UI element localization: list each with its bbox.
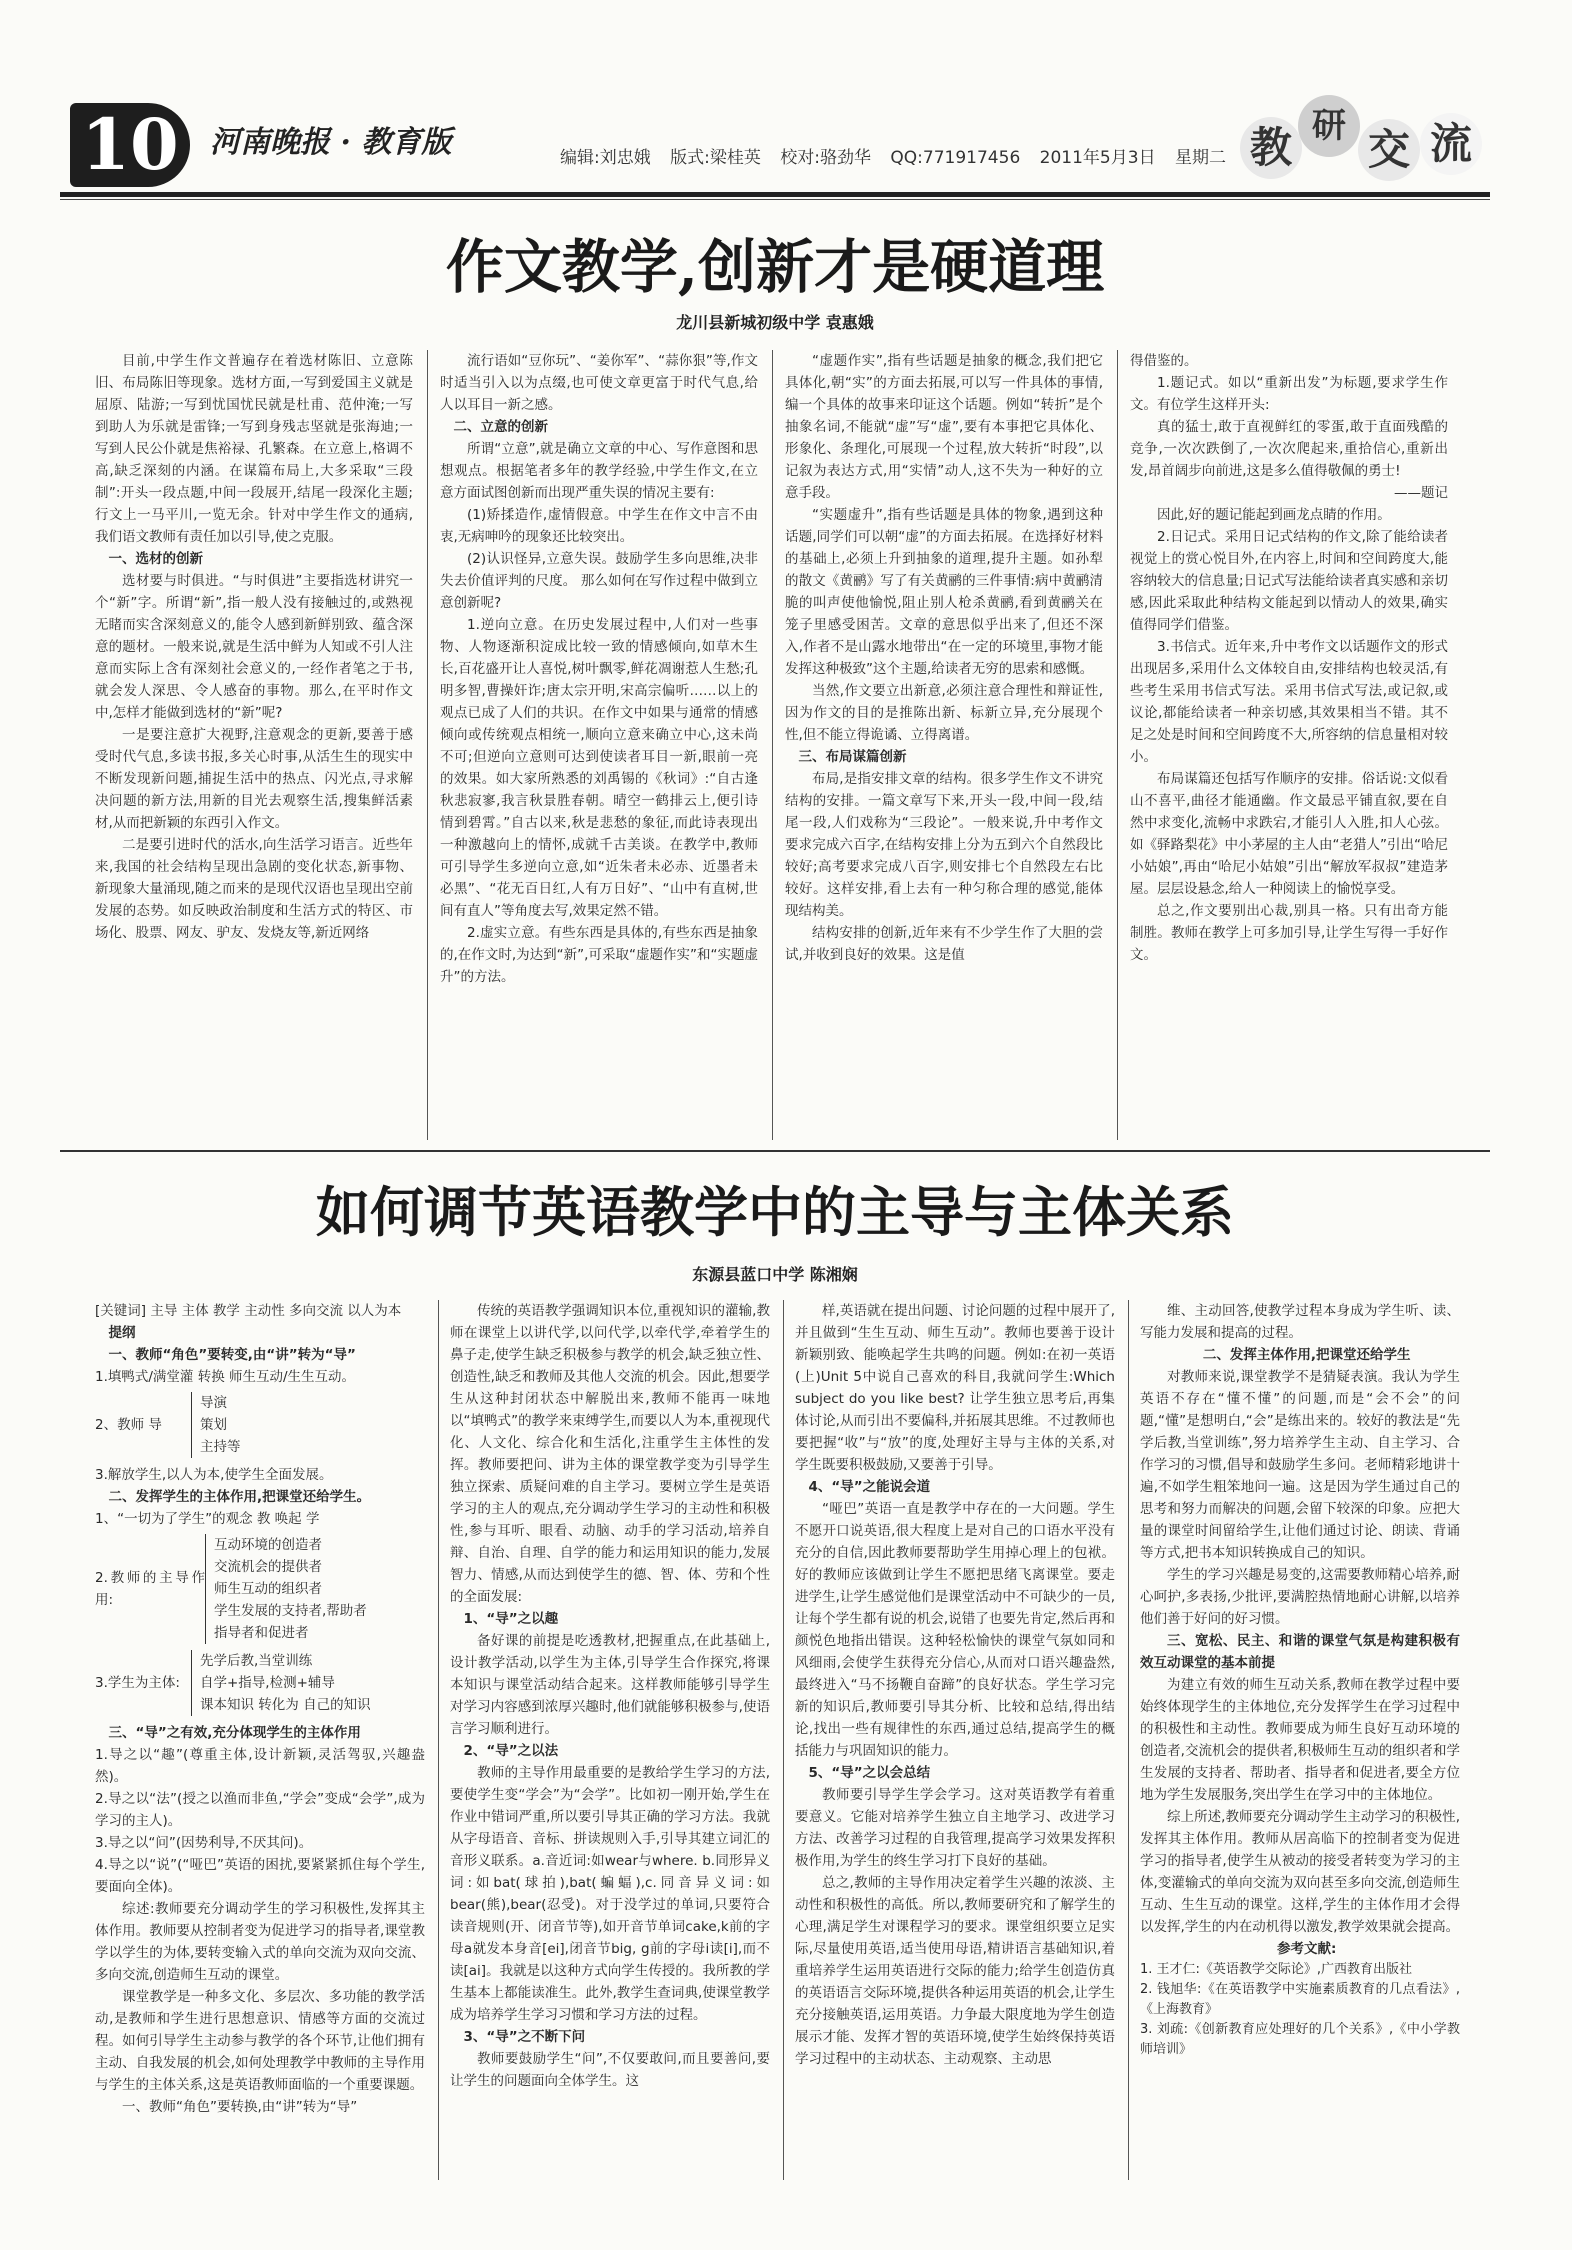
section-heading: 一、选材的创新 — [108, 551, 203, 567]
paragraph: 所谓“立意”,就是确立文章的中心、写作意图和思想观点。根据笔者多年的教学经验,中学生作文,在立意方面试图创新而出现严重失误的情况主要有: — [440, 441, 758, 501]
reference-item: 3. 刘疏:《创新教育应处理好的几个关系》,《中小学教师培训》 — [1140, 2022, 1460, 2057]
section-heading: 1、“导”之以趣 — [463, 1611, 559, 1627]
outline-branch-item: 主持等 — [200, 1439, 241, 1455]
article2-column-4 — [1140, 1300, 1460, 2180]
paragraph: 总之,作文要别出心裁,别具一格。只有出奇方能制胜。教师在教学上可多加引导,让学生写得一手好作文。 — [1130, 903, 1448, 963]
outline-branch-item: 师生互动的组织者 — [214, 1581, 322, 1597]
outline-label: 2.教师的主导作用: — [95, 1570, 205, 1608]
outline-item: 4.导之以“说”(“哑巴”英语的困扰,要紧紧抓住每个学生,要面向全体)。 — [95, 1857, 425, 1895]
outline-diagram-student — [95, 1650, 425, 1716]
column-divider — [772, 350, 773, 1140]
section-heading: 4、“导”之能说会道 — [808, 1479, 931, 1495]
article2-column-4-body — [1140, 1300, 1460, 1960]
paragraph: (1)矫揉造作,虚情假意。中学生在作文中言不由衷,无病呻吟的现象还比较突出。 — [440, 507, 758, 545]
paragraph: 布局谋篇还包括写作顺序的安排。俗话说:文似看山不喜平,曲径才能通幽。作文最忌平铺直叙,要在自然中求变化,流畅中求跌宕,才能引人入胜,扣人心弦。如《驿路梨花》中小茅屋的主人由“老猎人”引出“哈尼小姑娘”,再由“哈尼小姑娘”引出“解放军叔叔”建造茅屋。层层设悬念,给人一种阅读上的愉悦享受。 — [1130, 771, 1448, 897]
paragraph: 为建立有效的师生互动关系,教师在教学过程中要始终体现学生的主体地位,充分发挥学生在学习过程中的积极性和主动性。教师要成为师生良好互动环境的创造者,交流机会的提供者,积极师生互动的组织者和学生发展的支持者、帮助者、指导者和促进者,要全方位地为学生发展服务,突出学生在学习中的主体地位。 — [1140, 1677, 1460, 1803]
keywords: [关键词] 主导 主体 教学 主动性 多向交流 以人为本 — [95, 1303, 402, 1319]
outline-branch-item: 自学+指导,检测+辅导 — [200, 1675, 335, 1691]
paragraph: 三、宽松、民主、和谐的课堂气氛是构建积极有效互动课堂的基本前提 — [1140, 1633, 1460, 1671]
paragraph: 课堂教学是一种多文化、多层次、多功能的教学活动,是教师和学生进行思想意识、情感等方面的交流过程。如何引导学生主动参与教学的各个环节,让他们拥有主动、自我发展的机会,如何处理教学中教师的主导作用与学生的主体关系,这是英语教师面临的一个重要课题。 — [95, 1989, 425, 2093]
newspaper-name: 河南晚报 · 教育版 — [210, 125, 452, 160]
outline-item: 3.导之以“问”(因势利导,不厌其问)。 — [95, 1835, 313, 1851]
section-heading: 二、发挥主体作用,把课堂还给学生 — [1202, 1347, 1411, 1363]
paragraph: 流行语如“豆你玩”、“姜你军”、“蒜你狠”等,作文时适当引入以为点缀,也可使文章更富于时代气息,给人以耳目一新之感。 — [440, 353, 758, 413]
article-separator — [60, 1150, 1490, 1152]
layout-editor: 版式:梁桂英 — [670, 148, 761, 168]
column-divider — [1128, 1300, 1129, 2180]
article2-byline: 东源县蓝口中学 陈湘娴 — [692, 1265, 858, 1284]
section-heading: 5、“导”之以会总结 — [808, 1765, 931, 1781]
article2-column-1 — [95, 1300, 425, 2180]
outline-branch-item: 互动环境的创造者 — [214, 1537, 322, 1553]
paragraph: 2.日记式。采用日记式结构的作文,除了能给读者视觉上的赏心悦目外,在内容上,时间和空间跨度大,能容纳较大的信息量;日记式写法能给读者真实感和亲切感,因此采取此种结构文能起到以情动人的效果,确实值得同学们借鉴。 — [1130, 529, 1448, 633]
masthead-info — [560, 143, 1240, 168]
paragraph: 一是要注意扩大视野,注意观念的更新,要善于感受时代气息,多读书报,多关心时事,从活生生的现实中不断发现新问题,捕捉生活中的热点、闪光点,寻求解决问题的新方法,用新的目光去观察生活,搜集鲜活素材,从而把新颖的东西引入作文。 — [95, 727, 413, 831]
paragraph: 因此,好的题记能起到画龙点睛的作用。 — [1157, 507, 1391, 523]
qq-number: QQ:771917456 — [890, 148, 1021, 168]
outline-diagram-guide — [95, 1534, 425, 1644]
paragraph: 目前,中学生作文普遍存在着选材陈旧、立意陈旧、布局陈旧等现象。选材方面,一写到爱国主义就是屈原、陆游;一写到忧国忧民就是杜甫、范仲淹;一写到助人为乐就是雷锋;一写到身残志坚就是张海迪;一写到人民公仆就是焦裕禄、孔繁森。在立意上,格调不高,缺乏深刻的内涵。在谋篇布局上,大多采取“三段制”:开头一段点题,中间一段展开,结尾一段深化主题;行文上一马平川,一览无余。针对中学生作文的通病,我们语文教师有责任加以引导,使之克服。 — [95, 353, 413, 545]
outline-item: 2.导之以“法”(授之以渔而非鱼,“学会”变成“会学”,成为学习的主人)。 — [95, 1791, 425, 1829]
outline-branch-item: 交流机会的提供者 — [214, 1559, 322, 1575]
header-rule — [60, 192, 1490, 197]
outline-label: 2、教师 导 — [95, 1417, 162, 1433]
paragraph: 二是要引进时代的活水,向生活学习语言。近些年来,我国的社会结构呈现出急剧的变化状态,新事物、新现象大量涌现,随之而来的是现代汉语也呈现出空前发展的态势。如反映政治制度和生活方式的特区、市场化、股票、网友、驴友、发烧友等,新近网络 — [95, 837, 413, 941]
outline-diagram-teacher — [95, 1392, 425, 1458]
paragraph: “虚题作实”,指有些话题是抽象的概念,我们把它具体化,朝“实”的方面去拓展,可以写一件具体的事情,编一个具体的故事来印证这个话题。例如“转折”是个抽象名词,不能就“虚”写“虚”,要有本事把它具体化、形象化、条理化,可展现一个过程,放大转折“时段”,以记叙为表达方式,用“实情”动人,这不失为一种好的立意手段。 — [785, 353, 1103, 501]
paragraph: 一、教师“角色”要转换,由“讲”转为“导” — [122, 2099, 358, 2115]
signature-line: ——题记 — [1394, 485, 1448, 501]
column-char: 研 — [1298, 95, 1360, 157]
paragraph: 教师的主导作用最重要的是教给学生学习的方法,要使学生变“学会”为“会学”。比如初一刚开始,学生在作业中错词严重,所以要引导其正确的学习方法。我就从字母语音、音标、拼读规则入手,引导其建立词汇的音形义联系。a.音近词:如wear与where. b.同形异义词:如bat(球拍),bat(蝙蝠),c.同音异义词:如bear(熊),bear(忍受)。对于没学过的单词,只要符合读音规则(开、闭音节等),如开音节单词cake,k前的字母a就发本身音[ei],闭音节big, g前的字母i读[i],而不读[ai]。我就是以这种方式向学生传授的。我所教的学生基本上都能读准生。此外,教学生查词典,使课堂教学成为培养学生学习习惯和学习方法的过程。 — [450, 1765, 770, 2023]
outline-label: 3.学生为主体: — [95, 1675, 180, 1691]
outline-section-1: 一、教师“角色”要转变,由“讲”转为“导” — [108, 1347, 356, 1363]
outline-branch-item: 导演 — [200, 1395, 227, 1411]
outline-branch-item: 课本知识 转化为 自己的知识 — [200, 1697, 371, 1713]
column-divider — [427, 350, 428, 1140]
section-heading: 二、立意的创新 — [453, 419, 548, 435]
section-heading: 3、“导”之不断下问 — [463, 2029, 586, 2045]
outline-item: 1、“一切为了学生”的观念 教 唤起 学 — [95, 1511, 320, 1527]
column-title — [1240, 95, 1490, 190]
column-char: 交 — [1358, 119, 1420, 181]
column-char: 教 — [1240, 117, 1302, 179]
paragraph: 传统的英语教学强调知识本位,重视知识的灌输,教师在课堂上以讲代学,以问代学,以牵代学,牵着学生的鼻子走,使学生缺乏积极参与教学的机会,缺乏独立性、创造性,缺乏和教师及其他人交流的机会。因此,想要学生从这种封闭状态中解脱出来,教师不能再一味地以“填鸭式”的教学来束缚学生,而要以人为本,重视现代化、人文化、综合化和生活化,注重学生主体性的发挥。教师要把问、讲为主体的课堂教学变为引导学生独立探索、质疑问难的自主学习。要树立学生是英语学习的主人的观点,充分调动学生学习的主动性和积极性,参与耳听、眼看、动脑、动手的学习活动,培养自辩、自治、自理、自学的能力和运用知识的能力,发展智力、情感,从而达到使学生的德、智、体、劳和个性的全面发展: — [450, 1303, 770, 1605]
paragraph: 学生的学习兴趣是易变的,这需要教师精心培养,耐心呵护,多表扬,少批评,要满腔热情地耐心讲解,以培养他们善于好问的好习惯。 — [1140, 1567, 1460, 1627]
outline-item: 3.解放学生,以人为本,使学生全面发展。 — [95, 1467, 333, 1483]
paragraph: 1.逆向立意。在历史发展过程中,人们对一些事物、人物逐渐积淀成比较一致的情感倾向,如草木生长,百花盛开让人喜悦,树叶飘零,鲜花凋谢惹人生愁;孔明多智,曹操奸诈;唐太宗开明,宋高宗偏听……以上的观点已成了人们的共识。在作文中如果与通常的情感倾向或传统观点相统一,顺向立意来确立中心,这未尚不可;但逆向立意则可达到使读者耳目一新,眼前一亮的效果。如大家所熟悉的刘禹锡的《秋词》:“自古逢秋悲寂寥,我言秋景胜春朝。晴空一鹤排云上,便引诗情到碧霄。”自古以来,秋是悲愁的象征,而此诗表现出一种激越向上的情怀,成就千古美谈。在教学中,教师可引导学生多逆向立意,如“近朱者未必赤、近墨者未必黑”、“花无百日红,人有万日好”、“山中有直树,世间有直人”等角度去写,效果定然不错。 — [440, 617, 758, 919]
proofreader: 校对:骆劲华 — [780, 148, 872, 168]
paragraph: 综上所述,教师要充分调动学生主动学习的积极性,发挥其主体作用。教师从居高临下的控制者变为促进学习的指导者,使学生从被动的接受者转变为学习的主体,变灌输式的单向交流为双向甚至多向交流,创造师生互动、生生互动的课堂。这样,学生的主体作用才会得以发挥,学生的内在动机得以激发,教学效果就会提高。 — [1140, 1809, 1460, 1935]
paragraph: 1.题记式。如以“重新出发”为标题,要求学生作文。有位学生这样开头: — [1130, 375, 1448, 413]
section-heading: 参考文献: — [1277, 1941, 1337, 1957]
article1-title: 作文教学,创新才是硬道理 — [445, 233, 1105, 301]
weekday: 星期二 — [1174, 148, 1226, 168]
paragraph: 结构安排的创新,近年来有不少学生作了大胆的尝试,并收到良好的效果。这是值 — [785, 925, 1103, 963]
paragraph: 布局,是指安排文章的结构。很多学生作文不讲究结构的安排。一篇文章写下来,开头一段,中间一段,结尾一段,人们戏称为“三段论”。一般来说,升中考作文要求完成六百字,在结构安排上分为五到六个自然段比较好;高考要求完成八百字,则安排七个自然段左右比较好。这样安排,看上去有一种匀称合理的感觉,能体现结构美。 — [785, 771, 1103, 919]
article1-column-2 — [440, 350, 758, 1140]
paragraph: “实题虚升”,指有些话题是具体的物象,遇到这种话题,同学们可以朝“虚”的方面去拓展。在选择好材料的基础上,必须上升到抽象的道理,提升主题。如孙犁的散文《黄鹂》写了有关黄鹂的三件事情:病中黄鹂清脆的叫声使他愉悦,阻止别人枪杀黄鹂,看到黄鹂关在笼子里感受困苦。文章的意思似乎出来了,但还不深入,作者不是山露水地带出“在一定的环境里,事物才能发挥这种极致”这个主题,给读者无穷的思索和感慨。 — [785, 507, 1103, 677]
paragraph: 总之,教师的主导作用决定着学生兴趣的浓淡、主动性和积极性的高低。所以,教师要研究和了解学生的心理,满足学生对课程学习的要求。课堂组织要立足实际,尽量使用英语,适当使用母语,精讲语言基础知识,着重培养学生运用英语进行交际的能力;给学生创造仿真的英语语言交际环境,提供各种运用英语的机会,让学生充分接触英语,运用英语。力争最大限度地为学生创造展示才能、发挥才智的英语环境,使学生始终保持英语学习过程中的主动状态、主动观察、主动思 — [795, 1875, 1115, 2067]
article2-column-1-body — [95, 1898, 425, 2118]
outline-branch-item: 策划 — [200, 1417, 227, 1433]
paragraph: 维、主动回答,使教学过程本身成为学生听、读、写能力发展和提高的过程。 — [1140, 1303, 1460, 1341]
article1-column-1 — [95, 350, 413, 1140]
column-char: 流 — [1420, 113, 1482, 175]
page-number: 10 — [70, 103, 190, 187]
paragraph: 2.虚实立意。有些东西是具体的,有些东西是抽象的,在作文时,为达到“新”,可采取“虚题作实”和“实题虚升”的方法。 — [440, 925, 758, 985]
reference-item: 1. 王才仁:《英语教学交际论》,广西教育出版社 — [1140, 1962, 1413, 1977]
paragraph: 备好课的前提是吃透教材,把握重点,在此基础上,设计教学活动,以学生为主体,引导学生合作探究,将课本知识与课堂活动结合起来。这样教师能够引导学生对学习内容感到浓厚兴趣时,他们就能够积极参与,使语言学习顺利进行。 — [450, 1633, 770, 1737]
article2-title: 如何调节英语教学中的主导与主体关系 — [316, 1180, 1234, 1244]
article1-column-4 — [1130, 350, 1448, 1140]
outline-section-3-items — [95, 1744, 425, 1898]
outline-brace — [191, 1392, 241, 1458]
paragraph: 对教师来说,课堂教学不是猜疑表演。我认为学生英语不存在“懂不懂”的问题,而是“会不会”的问题,“懂”是想明白,“会”是练出来的。较好的教法是“先学后教,当堂训练”,努力培养学生主动、自主学习、合作学习的习惯,倡导和鼓励学生多问。老师精彩地讲十遍,不如学生粗笨地问一遍。这是因为学生通过自己的思考和努力而解决的问题,会留下较深的印象。应把大量的课堂时间留给学生,让他们通过讨论、朗读、背诵等方式,把书本知识转换成自己的知识。 — [1140, 1369, 1460, 1561]
paragraph: 样,英语就在提出问题、讨论问题的过程中展开了,并且做到“生生互动、师生互动”。教师也要善于设计新颖别致、能唤起学生共鸣的问题。例如:在初一英语(上)Unit 5中说自己喜欢的科目,我就问学生:Which subject do you like best? 让学生独立思考后,再集体讨论,从而引出不要偏科,并拓展其思维。不过教师也要把握“收”与“放”的度,处理好主导与主体的关系,对学生既要积极鼓励,又要善于引导。 — [795, 1303, 1115, 1473]
paragraph: (2)认识怪异,立意失误。鼓励学生多向思维,决非失去价值评判的尺度。 那么如何在写作过程中做到立意创新呢? — [440, 551, 758, 611]
outline-heading: 提纲 — [108, 1325, 136, 1341]
paragraph: 真的猛士,敢于直视鲜红的零蛋,敢于直面残酷的竞争,一次次跌倒了,一次次爬起来,重拾信心,重新出发,昂首阔步向前进,这是多么值得敬佩的勇士! — [1130, 419, 1448, 479]
article2-column-3 — [795, 1300, 1115, 2180]
header-rule-thin — [60, 199, 1490, 200]
references — [1140, 1960, 1460, 2060]
paragraph: 3.书信式。近年来,升中考作文以话题作文的形式出现居多,采用什么文体较自由,安排结构也较灵活,有些考生采用书信式写法。采用书信式写法,或记叙,或议论,都能给读者一种亲切感,其效果相当不错。其不足之处是时间和空间跨度不大,所容纳的信息量相对较小。 — [1130, 639, 1448, 765]
outline-branch-item: 指导者和促进者 — [214, 1625, 309, 1641]
section-heading: 2、“导”之以法 — [463, 1743, 559, 1759]
outline-section-2: 二、发挥学生的主体作用,把课堂还给学生。 — [108, 1489, 371, 1505]
column-divider — [1117, 350, 1118, 1140]
section-heading: 三、布局谋篇创新 — [798, 749, 907, 765]
paragraph: 教师要鼓励学生“问”,不仅要敢问,而且要善问,要让学生的问题面向全体学生。这 — [450, 2051, 770, 2089]
reference-item: 2. 钱旭华:《在英语教学中实施素质教育的几点看法》,《上海教育》 — [1140, 1982, 1460, 2017]
outline-brace — [191, 1650, 371, 1716]
outline-brace — [205, 1534, 367, 1644]
outline-section-3: 三、“导”之有效,充分体现学生的主体作用 — [108, 1725, 361, 1741]
masthead — [60, 95, 1490, 190]
column-divider — [783, 1300, 784, 2180]
outline-branch-item: 先学后教,当堂训练 — [200, 1653, 313, 1669]
outline-item: 1.导之以“趣”(尊重主体,设计新颖,灵活驾驭,兴趣盎然)。 — [95, 1747, 425, 1785]
article2-column-2 — [450, 1300, 770, 2180]
article1-column-3 — [785, 350, 1103, 1140]
paragraph: 综述:教师要充分调动学生的学习积极性,发挥其主体作用。教师要从控制者变为促进学习的指导者,课堂教学以学生的为体,要转变输入式的单向交流为双向交流、多向交流,创造师生互动的课堂。 — [95, 1901, 425, 1983]
outline-branch-item: 学生发展的支持者,帮助者 — [214, 1603, 367, 1619]
issue-date: 2011年5月3日 — [1039, 148, 1156, 168]
paragraph: 得借鉴的。 — [1130, 353, 1198, 369]
paragraph: 当然,作文要立出新意,必须注意合理性和辩证性,因为作文的目的是推陈出新、标新立异,充分展现个性,但不能立得诡谲、立得离谱。 — [785, 683, 1103, 743]
paragraph: “哑巴”英语一直是教学中存在的一大问题。学生不愿开口说英语,很大程度上是对自己的口语水平没有充分的自信,因此教师要帮助学生用掉心理上的包袱。好的教师应该做到让学生不愿把思绪飞离课堂。要走进学生,让学生感觉他们是课堂活动中不可缺少的一员,让每个学生都有说的机会,说错了也要先肯定,然后再和颜悦色地指出错误。这种轻松愉快的课堂气氛如同和风细雨,会使学生获得充分信心,从而对口语兴趣盎然,最终进入“马不扬鞭自奋蹄”的良好状态。学生学习完新的知识后,教师要引导其分析、比较和总结,得出结论,找出一些有规律性的东西,通过总结,提高学生的概括能力与巩固知识的能力。 — [795, 1501, 1115, 1759]
article1-byline: 龙川县新城初级中学 袁惠娥 — [676, 313, 874, 332]
column-divider — [438, 1300, 439, 2180]
paragraph: 选材要与时俱进。“与时俱进”主要指选材讲究一个“新”字。所谓“新”,指一般人没有接触过的,或熟视无睹而实含深刻意义的,能令人感到新鲜别致、蕴含深意的题材。一般来说,就是生活中鲜为人知或不引人注意而实际上含有深刻社会意义的,一经作者笔之于书,就会发人深思、令人感奋的事物。那么,在平时作文中,怎样才能做到选材的“新”呢? — [95, 573, 413, 721]
paragraph: 教师要引导学生学会学习。这对英语教学有着重要意义。它能对培养学生独立自主地学习、改进学习方法、改善学习过程的自我管理,提高学习效果发挥积极作用,为学生的终生学习打下良好的基础。 — [795, 1787, 1115, 1869]
editor: 编辑:刘忠娥 — [560, 148, 651, 168]
outline-item: 1.填鸭式/满堂灌 转换 师生互动/生生互动。 — [95, 1369, 356, 1385]
